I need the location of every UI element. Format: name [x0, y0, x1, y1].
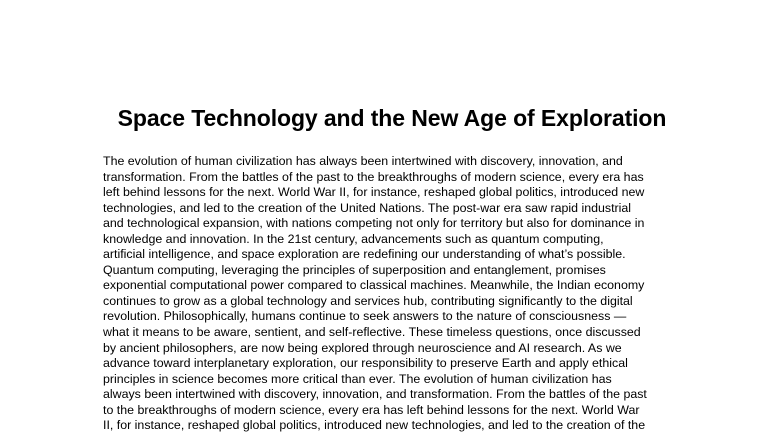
body-line: technologies, and led to the creation of the United Nations. The post-war era saw rapid industrial — [103, 200, 632, 215]
body-line: left behind lessons for the next. World War II, for instance, reshaped global politics, introduced new — [103, 185, 645, 200]
body-line: principles in science becomes more critical than ever. The evolution of human civilization has — [103, 371, 612, 386]
body-line: by ancient philosophers, are now being explored through neuroscience and AI research. As we — [103, 340, 622, 355]
body-line: revolution. Philosophically, humans continue to seek answers to the nature of consciousness — — [103, 309, 627, 324]
document-title: Space Technology and the New Age of Exploration — [117, 105, 667, 131]
body-line: Quantum computing, leveraging the principles of superposition and entanglement, promises — [103, 262, 606, 277]
document-body — [103, 154, 703, 434]
body-line: and technological expansion, with nations competing not only for territory but also for dominance in — [103, 216, 645, 231]
body-line: to the breakthroughs of modern science, every era has left behind lessons for the next. World War — [103, 402, 640, 417]
body-line: knowledge and innovation. In the 21st century, advancements such as quantum computing, — [103, 231, 604, 246]
body-line: II, for instance, reshaped global politics, introduced new technologies, and led to the creation of the — [103, 418, 646, 433]
body-line: The evolution of human civilization has always been intertwined with discovery, innovation, and — [103, 154, 623, 168]
body-line: what it means to be aware, sentient, and self-reflective. These timeless questions, once discussed — [103, 325, 641, 340]
body-line: always been intertwined with discovery, innovation, and transformation. From the battles of the past — [103, 387, 647, 402]
body-line: transformation. From the battles of the past to the breakthroughs of modern science, every era has — [103, 169, 644, 184]
body-line: advance toward interplanetary exploration, our responsibility to preserve Earth and apply ethical — [103, 356, 628, 371]
body-line: continues to grow as a global technology and services hub, contributing significantly to the digital — [103, 293, 633, 308]
body-line: artificial intelligence, and space exploration are redefining our understanding of what’s possible. — [103, 247, 626, 262]
body-line: exponential computational power compared to classical machines. Meanwhile, the Indian economy — [103, 278, 645, 293]
